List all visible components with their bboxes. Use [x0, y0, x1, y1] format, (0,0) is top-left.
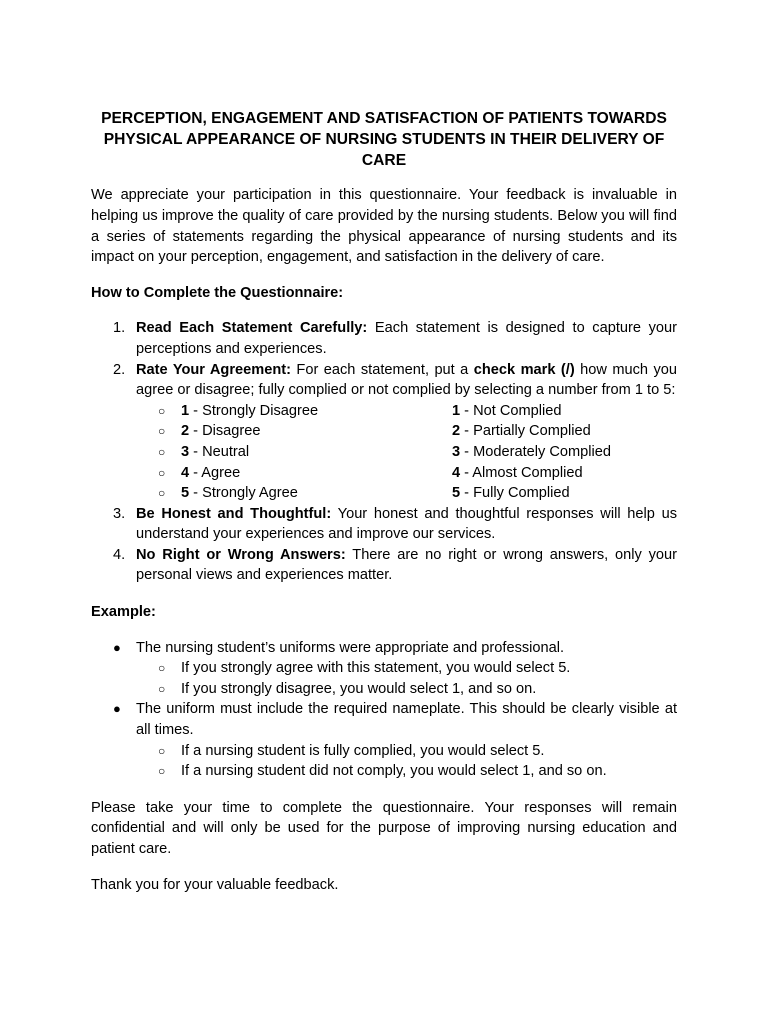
how-to-heading: How to Complete the Questionnaire:	[91, 284, 344, 301]
hollow-bullet-icon: ○	[158, 681, 166, 696]
scale-row	[136, 463, 677, 484]
hollow-bullet-icon: ○	[158, 743, 166, 758]
compliance-level: 3 - Moderately Complied	[452, 443, 611, 460]
rating-scale	[136, 401, 677, 504]
document-title: PERCEPTION, ENGAGEMENT AND SATISFACTION OF PATIENTS TOWARDS PHYSICAL APPEARANCE OF NURSING STUDENTS IN THEIR DELIVERY OF CARE	[101, 110, 667, 169]
instruction-title: Read Each Statement Carefully:	[136, 320, 368, 337]
hollow-bullet-icon: ○	[158, 486, 166, 501]
instruction-item	[91, 504, 677, 545]
compliance-level: 5 - Fully Complied	[452, 485, 570, 502]
instruction-title: No Right or Wrong Answers:	[136, 546, 346, 563]
instructions-list	[91, 318, 677, 586]
scale-row	[136, 401, 677, 422]
instruction-number: 2.	[113, 361, 126, 378]
example-heading: Example:	[91, 604, 156, 621]
example-item	[91, 699, 677, 781]
instruction-item	[91, 360, 677, 504]
example-subitem: ○ If a nursing student is fully complied, you would select 5.	[136, 741, 677, 762]
closing-paragraph: Please take your time to complete the questionnaire. Your responses will remain confidential and will only be used for the purpose of improving nursing education and patient care.	[91, 799, 677, 858]
instruction-item	[91, 545, 677, 586]
instruction-number: 4.	[113, 546, 126, 563]
agreement-level: 4 - Agree	[181, 464, 241, 481]
instruction-title: Rate Your Agreement:	[136, 361, 291, 378]
hollow-bullet-icon: ○	[158, 444, 166, 459]
scale-row	[136, 442, 677, 463]
filled-bullet-icon: ●	[113, 639, 121, 655]
agreement-level: 1 - Strongly Disagree	[181, 402, 319, 419]
intro-paragraph: We appreciate your participation in this questionnaire. Your feedback is invaluable in helping us improve the quality of care provided by the nursing students. Below you will find a series of statements regarding the physical appearance of nursing students and its impact on your perception, engagement, and satisfaction in the delivery of care.	[91, 187, 677, 266]
hollow-bullet-icon: ○	[158, 465, 166, 480]
instruction-text: Your honest and thoughtful responses will help us understand your experiences and improve our services.	[136, 505, 677, 543]
example-subitem: ○ If you strongly disagree, you would select 1, and so on.	[136, 679, 677, 700]
instruction-text: Each statement is designed to capture your perceptions and experiences.	[136, 320, 677, 357]
instruction-text: how much you agree or disagree; fully complied or not complied by selecting a number from 1 to 5:	[136, 361, 678, 399]
compliance-level: 1 - Not Complied	[452, 402, 562, 419]
example-sublist	[136, 658, 677, 699]
example-statement: The uniform must include the required nameplate. This should be clearly visible at all times.	[136, 701, 677, 739]
check-mark-label: check mark (/)	[473, 361, 575, 378]
agreement-level: 3 - Neutral	[181, 443, 250, 460]
example-subitem: ○ If a nursing student did not comply, you would select 1, and so on.	[136, 761, 677, 782]
instruction-text: There are no right or wrong answers, only your personal views and experiences matter.	[136, 546, 677, 584]
instruction-item	[91, 318, 677, 359]
filled-bullet-icon: ●	[113, 701, 121, 717]
compliance-level: 4 - Almost Complied	[452, 464, 583, 481]
agreement-level: 2 - Disagree	[181, 423, 261, 440]
instruction-number: 1.	[113, 320, 126, 337]
example-item	[91, 638, 677, 700]
hollow-bullet-icon: ○	[158, 661, 166, 676]
example-sublist	[136, 741, 677, 782]
instruction-title: Be Honest and Thoughtful:	[136, 505, 332, 522]
scale-row	[136, 421, 677, 442]
examples-list	[91, 638, 677, 782]
hollow-bullet-icon: ○	[158, 424, 166, 439]
scale-row	[136, 483, 677, 504]
hollow-bullet-icon: ○	[158, 403, 166, 418]
example-statement: The nursing student’s uniforms were appropriate and professional.	[136, 639, 565, 656]
thank-you-note: Thank you for your valuable feedback.	[91, 876, 339, 893]
compliance-level: 2 - Partially Complied	[452, 423, 591, 440]
agreement-level: 5 - Strongly Agree	[181, 485, 298, 502]
example-subitem: ○ If you strongly agree with this statement, you would select 5.	[136, 658, 677, 679]
instruction-number: 3.	[113, 505, 126, 522]
instruction-text: For each statement, put a	[290, 361, 474, 378]
hollow-bullet-icon: ○	[158, 764, 166, 779]
